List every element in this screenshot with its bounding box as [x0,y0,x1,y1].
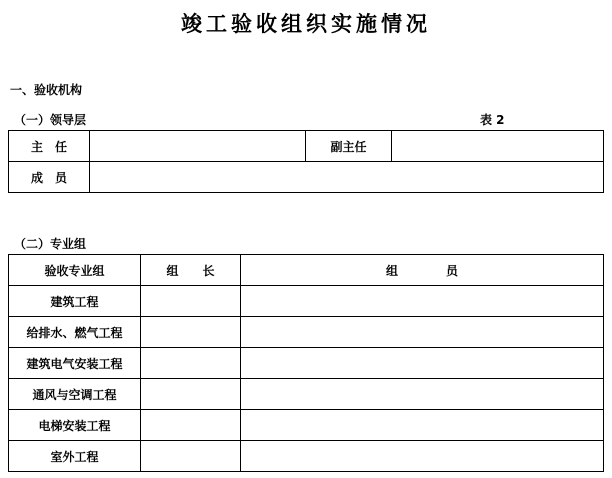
leadership-row-director [9,131,604,162]
header-group: 验收专业组 [9,255,141,286]
header-leader: 组 长 [141,255,241,286]
deputy-director-label: 副主任 [306,131,392,162]
group-name: 给排水、燃气工程 [9,317,141,348]
group-name: 通风与空调工程 [9,379,141,410]
director-label: 主 任 [9,131,90,162]
group-members-cell[interactable] [241,379,604,410]
table-row [9,410,604,441]
section-leadership: （一）领导层 [14,113,87,127]
group-leader-cell[interactable] [141,286,241,317]
group-members-cell[interactable] [241,348,604,379]
group-leader-cell[interactable] [141,317,241,348]
table-row [9,317,604,348]
director-value[interactable] [90,131,306,162]
group-name: 建筑电气安装工程 [9,348,141,379]
page-title: 竣工验收组织实施情况 [181,11,431,36]
section-acceptance-organization: 一、验收机构 [10,83,83,97]
group-leader-cell[interactable] [141,410,241,441]
members-value[interactable] [90,162,604,193]
header-members: 组 员 [241,255,604,286]
group-members-cell[interactable] [241,286,604,317]
group-leader-cell[interactable] [141,348,241,379]
specialty-groups-table [8,254,604,472]
table-header-row [9,255,604,286]
group-name: 室外工程 [9,441,141,472]
members-label: 成 员 [9,162,90,193]
table-row [9,286,604,317]
table-row [9,348,604,379]
group-leader-cell[interactable] [141,379,241,410]
leadership-table [8,130,604,193]
group-name: 电梯安装工程 [9,410,141,441]
table-number: 表 2 [480,113,505,127]
group-name: 建筑工程 [9,286,141,317]
group-leader-cell[interactable] [141,441,241,472]
table-row [9,441,604,472]
table-row [9,379,604,410]
section-specialty-groups: （二）专业组 [14,237,87,251]
group-members-cell[interactable] [241,317,604,348]
leadership-row-members [9,162,604,193]
deputy-director-value[interactable] [392,131,604,162]
group-members-cell[interactable] [241,441,604,472]
group-members-cell[interactable] [241,410,604,441]
